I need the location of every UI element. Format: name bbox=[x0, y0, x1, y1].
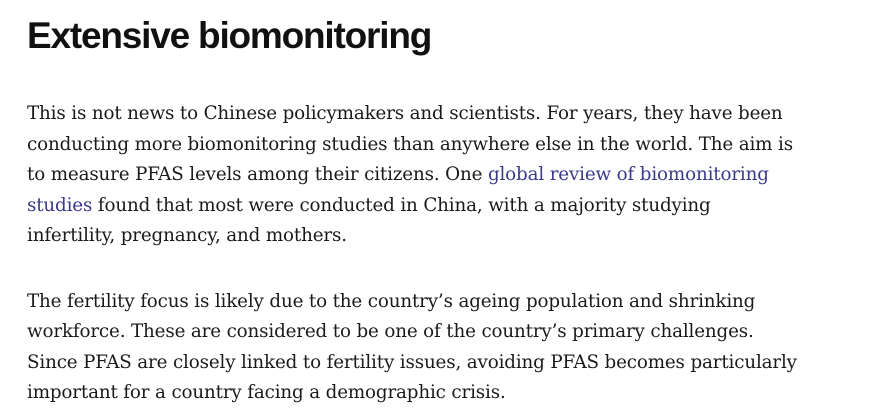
article-section bbox=[27, 0, 867, 409]
paragraph-fertility-focus bbox=[27, 287, 867, 409]
paragraph-line: Since PFAS are closely linked to fertility issues, avoiding PFAS becomes particularly bbox=[27, 351, 797, 373]
paragraph-line: infertility, pregnancy, and mothers. bbox=[27, 225, 347, 246]
paragraph-line: important for a country facing a demographic crisis. bbox=[27, 382, 506, 403]
paragraph-line: conducting more biomonitoring studies than anywhere else in the world. The aim is bbox=[27, 133, 793, 155]
paragraph-line: found that most were conducted in China, with a majority studying bbox=[92, 194, 711, 216]
paragraph-line: workforce. These are considered to be one of the country’s primary challenges. bbox=[27, 321, 754, 342]
link-text-part2[interactable]: studies bbox=[27, 194, 93, 216]
link-text-part1[interactable]: global review of biomonitoring bbox=[487, 164, 769, 185]
paragraph-line: to measure PFAS levels among their citizens. One bbox=[27, 164, 488, 185]
paragraph-line: This is not news to Chinese policymakers and scientists. For years, they have been bbox=[27, 103, 783, 124]
paragraph-biomonitoring bbox=[27, 99, 867, 252]
section-heading: Extensive biomonitoring bbox=[27, 15, 432, 56]
paragraph-line: The fertility focus is likely due to the country’s ageing population and shrinking bbox=[27, 290, 756, 312]
